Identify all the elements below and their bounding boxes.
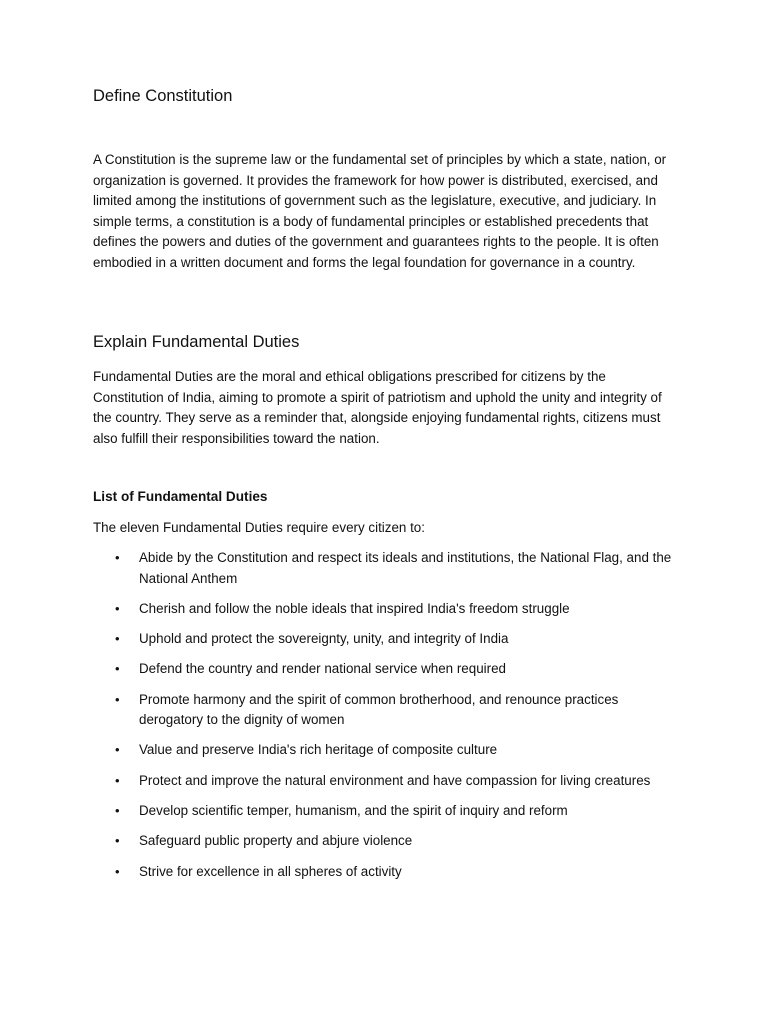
list-item [93, 690, 673, 731]
duty-text: Develop scientific temper, humanism, and the spirit of inquiry and reform [139, 803, 568, 819]
list-item [93, 629, 673, 650]
list-item [93, 740, 673, 761]
duty-text: Defend the country and render national service when required [139, 661, 506, 677]
fundamental-duties-list [93, 548, 673, 892]
heading-list-of-fundamental-duties: List of Fundamental Duties [93, 489, 268, 504]
paragraph-fundamental-duties-explanation: Fundamental Duties are the moral and ethical obligations prescribed for citizens by the Constitution of India, aiming to promote a spirit of patriotism and uphold the unity and integrity of the country. They serve as a reminder that, alongside enjoying fundamental rights, citizens must also fulfill their responsibilities toward the nation. [93, 369, 662, 446]
list-item [93, 659, 673, 680]
duty-text: Value and preserve India's rich heritage of composite culture [139, 742, 498, 758]
paragraph-constitution-definition: A Constitution is the supreme law or the fundamental set of principles by which a state, nation, or organization is governed. It provides the framework for how power is distributed, exercised, and limited among the institutions of government such as the legislature, executive, and judiciary. In simple terms, a constitution is a body of fundamental principles or established precedents that defines the powers and duties of the government and guarantees rights to the people. It is often embodied in a written document and forms the legal foundation for governance in a country. [93, 152, 667, 270]
duty-text: Abide by the Constitution and respect its ideals and institutions, the National Flag, and the National Anthem [139, 550, 672, 586]
duty-text: Safeguard public property and abjure violence [139, 833, 413, 849]
bullet-icon: • [115, 631, 120, 647]
list-item [93, 801, 673, 822]
duty-text: Uphold and protect the sovereignty, unity, and integrity of India [139, 631, 509, 647]
list-item [93, 862, 673, 883]
bullet-icon: • [115, 833, 120, 849]
list-item [93, 599, 673, 620]
bullet-icon: • [115, 863, 120, 879]
bullet-icon: • [115, 550, 120, 565]
duty-text: Strive for excellence in all spheres of activity [139, 863, 402, 879]
duty-text: Protect and improve the natural environment and have compassion for living creatures [139, 772, 651, 788]
list-item [93, 548, 673, 589]
heading-explain-fundamental-duties: Explain Fundamental Duties [93, 333, 300, 351]
heading-define-constitution: Define Constitution [93, 87, 233, 105]
duty-text: Promote harmony and the spirit of common brotherhood, and renounce practices derogatory to the dignity of women [139, 691, 619, 728]
bullet-icon: • [115, 803, 120, 819]
list-item [93, 771, 673, 792]
bullet-icon: • [115, 600, 120, 616]
list-item [93, 831, 673, 852]
bullet-icon: • [115, 691, 120, 707]
duty-text: Cherish and follow the noble ideals that inspired India's freedom struggle [139, 600, 570, 616]
bullet-icon: • [115, 742, 120, 758]
bullet-icon: • [115, 772, 120, 788]
bullet-icon: • [115, 661, 120, 677]
list-intro: The eleven Fundamental Duties require every citizen to: [93, 520, 425, 535]
